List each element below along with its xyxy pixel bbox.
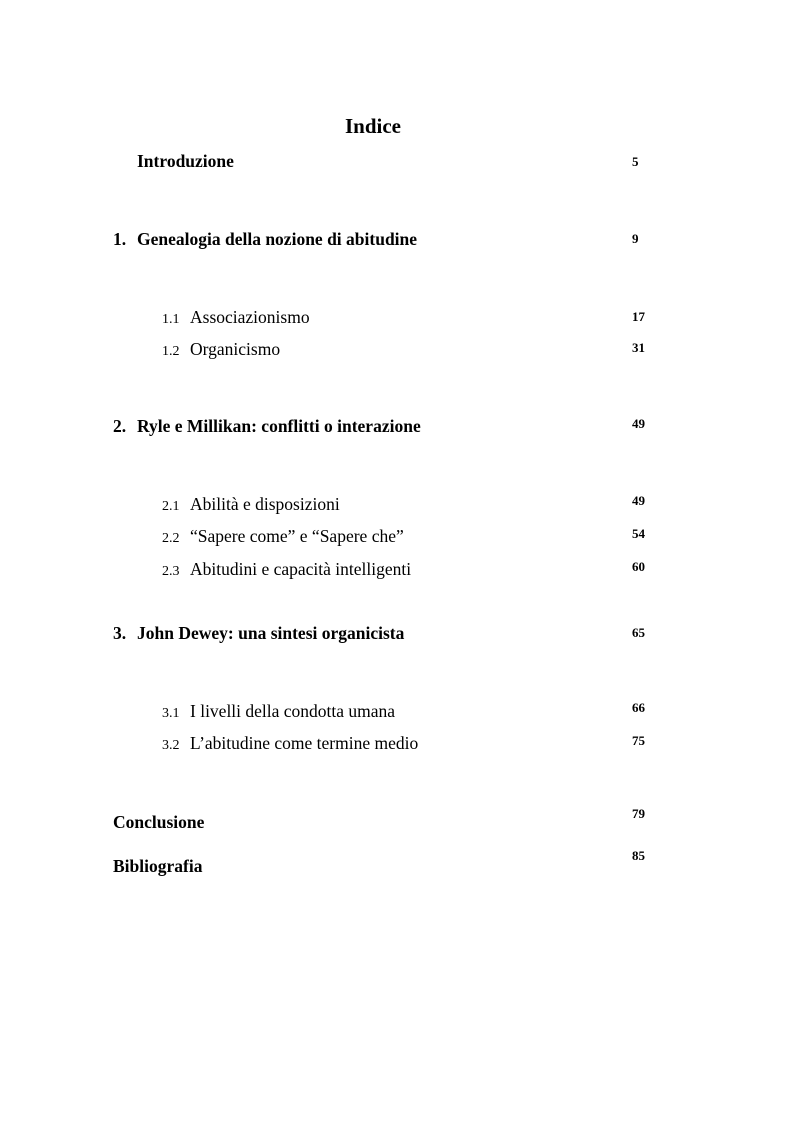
section-title: Abitudini e capacità intelligenti — [190, 559, 412, 579]
toc-section-2-2-page: 54 — [632, 526, 645, 541]
section-title: Associazionismo — [190, 307, 310, 327]
chapter-number: 3. — [113, 623, 127, 643]
section-title: “Sapere come” e “Sapere che” — [190, 526, 404, 546]
toc-entry-bibliography-page: 85 — [632, 848, 645, 863]
chapter-title: Ryle e Millikan: conflitti o interazione — [137, 416, 421, 436]
section-number: 2.2 — [162, 531, 180, 546]
toc-section-3-2-page: 75 — [632, 733, 645, 748]
toc-section-1-2-page: 31 — [632, 340, 645, 355]
section-number: 1.2 — [162, 344, 180, 359]
toc-section-2-3 — [162, 559, 411, 580]
section-number: 2.3 — [162, 564, 180, 579]
chapter-number: 2. — [113, 416, 127, 436]
toc-chapter-2 — [113, 416, 421, 437]
toc-section-1-1-page: 17 — [632, 309, 645, 324]
toc-section-3-1 — [162, 701, 395, 722]
section-title: I livelli della condotta umana — [190, 701, 396, 721]
toc-chapter-2-page: 49 — [632, 416, 645, 431]
toc-entry-introduction-page: 5 — [632, 154, 639, 169]
section-title: Organicismo — [190, 339, 281, 359]
toc-entry-conclusion-page: 79 — [632, 806, 645, 821]
toc-entry-introduction-label: Introduzione — [137, 151, 234, 171]
section-title: Abilità e disposizioni — [190, 494, 340, 514]
toc-section-2-1-page: 49 — [632, 493, 645, 508]
section-number: 1.1 — [162, 312, 180, 327]
section-title: L’abitudine come termine medio — [190, 733, 419, 753]
section-number: 3.2 — [162, 738, 180, 753]
toc-chapter-3 — [113, 623, 404, 644]
toc-section-3-1-page: 66 — [632, 700, 645, 715]
toc-chapter-3-page: 65 — [632, 625, 645, 640]
toc-entry-conclusion-label: Conclusione — [113, 812, 205, 832]
toc-section-1-1 — [162, 307, 310, 328]
page-title: Indice — [344, 114, 401, 138]
toc-section-2-3-page: 60 — [632, 559, 645, 574]
chapter-title: John Dewey: una sintesi organicista — [137, 623, 405, 643]
section-number: 3.1 — [162, 706, 180, 721]
toc-section-3-2 — [162, 733, 418, 754]
toc-chapter-1 — [113, 229, 417, 250]
chapter-number: 1. — [113, 229, 127, 249]
toc-section-2-1 — [162, 494, 340, 515]
chapter-title: Genealogia della nozione di abitudine — [137, 229, 418, 249]
toc-chapter-1-page: 9 — [632, 231, 639, 246]
toc-entry-bibliography-label: Bibliografia — [113, 856, 203, 876]
toc-section-2-2 — [162, 526, 404, 547]
section-number: 2.1 — [162, 499, 180, 514]
toc-section-1-2 — [162, 339, 280, 360]
